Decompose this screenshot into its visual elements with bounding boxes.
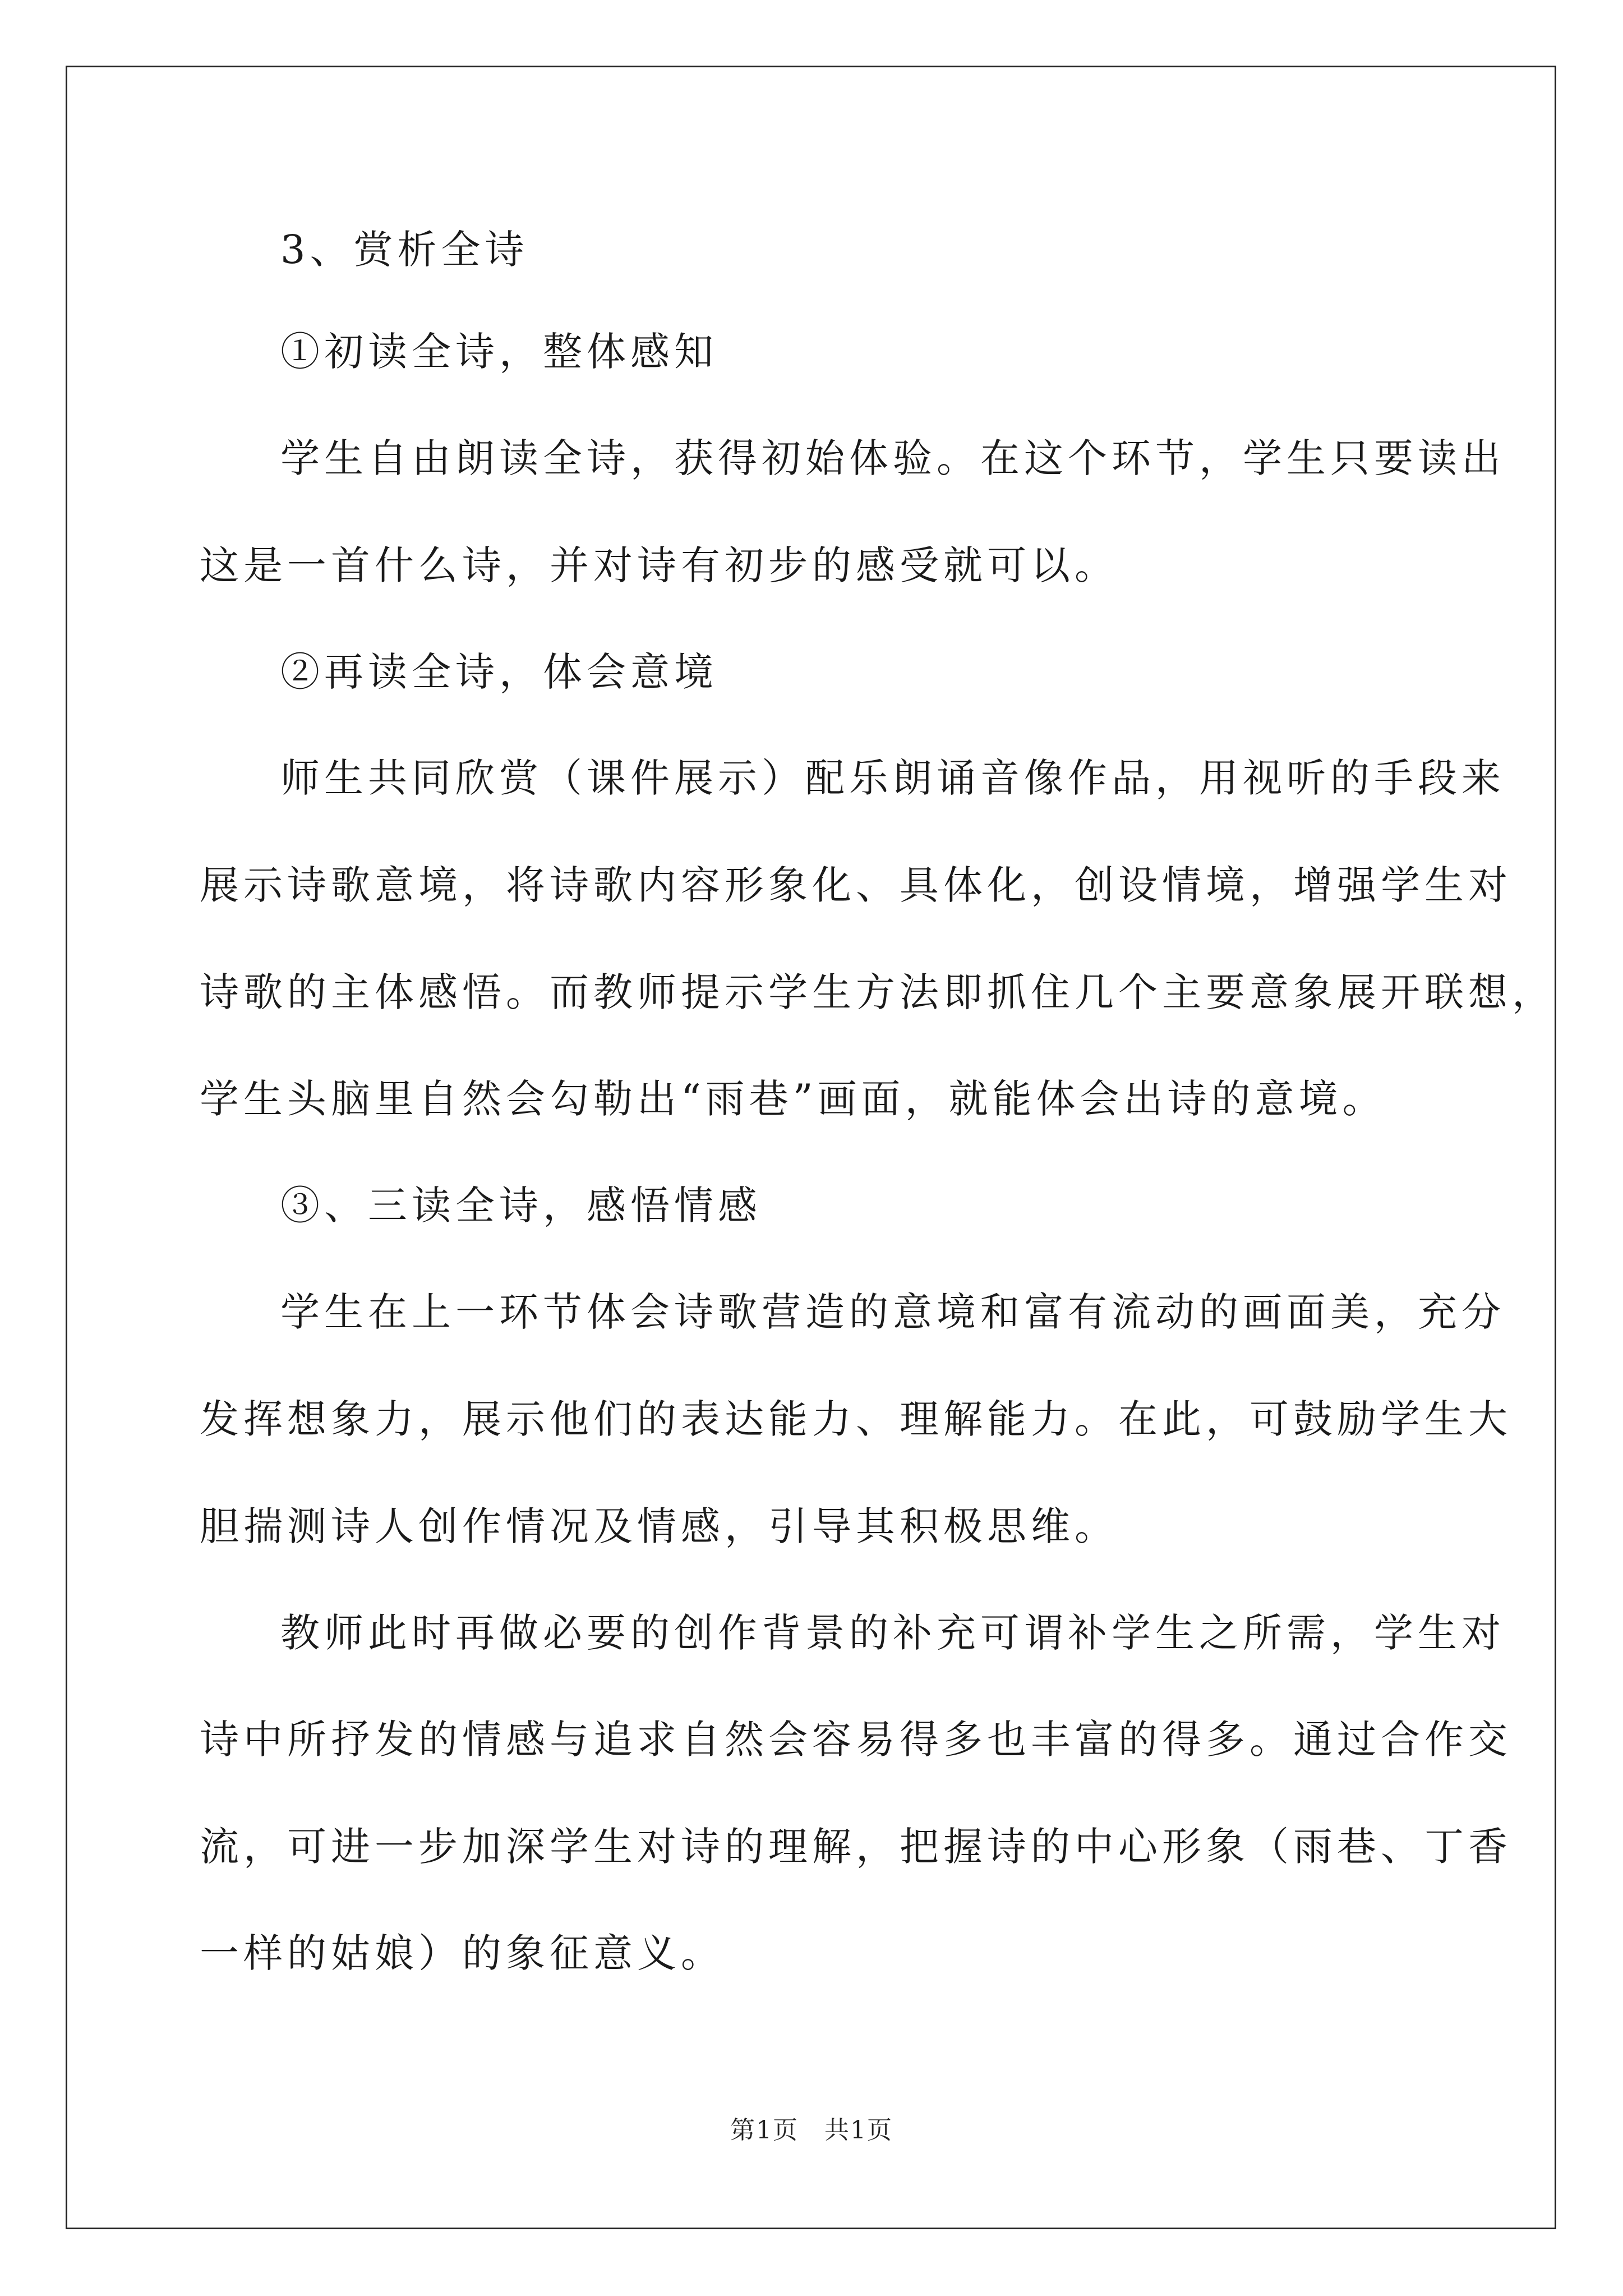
page-number: 第1页 共1页: [730, 2116, 893, 2145]
paragraph-line: 一样的姑娘）的象征意义。: [200, 1930, 725, 1976]
paragraph-line: 学生头脑里自然会勾勒出“雨巷”画面，就能体会出诗的意境。: [200, 1076, 1386, 1122]
subheading-second-reading: ②再读全诗，体会意境: [280, 649, 718, 695]
paragraph-line: 学生在上一环节体会诗歌营造的意境和富有流动的画面美，充分: [280, 1289, 1505, 1335]
paragraph-line: 教师此时再做必要的创作背景的补充可谓补学生之所需，学生对: [280, 1610, 1505, 1656]
paragraph-line: 发挥想象力，展示他们的表达能力、理解能力。在此，可鼓励学生大: [200, 1396, 1512, 1442]
page-border: [66, 66, 1556, 2229]
paragraph-line: 诗中所抒发的情感与追求自然会容易得多也丰富的得多。通过合作交: [200, 1717, 1512, 1763]
paragraph-line: 胆揣测诗人创作情况及情感，引导其积极思维。: [200, 1503, 1118, 1549]
paragraph-line: 师生共同欣赏（课件展示）配乐朗诵音像作品，用视听的手段来: [280, 755, 1505, 801]
subheading-first-reading: ①初读全诗，整体感知: [280, 329, 718, 375]
subheading-third-reading: ③、三读全诗，感悟情感: [280, 1182, 762, 1228]
section-heading: 3、赏析全诗: [280, 227, 529, 273]
paragraph-line: 学生自由朗读全诗，获得初始体验。在这个环节，学生只要读出: [280, 435, 1505, 481]
paragraph-line: 流，可进一步加深学生对诗的理解，把握诗的中心形象（雨巷、丁香: [200, 1824, 1512, 1870]
paragraph-line: 诗歌的主体感悟。而教师提示学生方法即抓住几个主要意象展开联想，: [200, 969, 1556, 1015]
paragraph-line: 展示诗歌意境，将诗歌内容形象化、具体化，创设情境，增强学生对: [200, 862, 1512, 908]
paragraph-line: 这是一首什么诗，并对诗有初步的感受就可以。: [200, 542, 1118, 588]
